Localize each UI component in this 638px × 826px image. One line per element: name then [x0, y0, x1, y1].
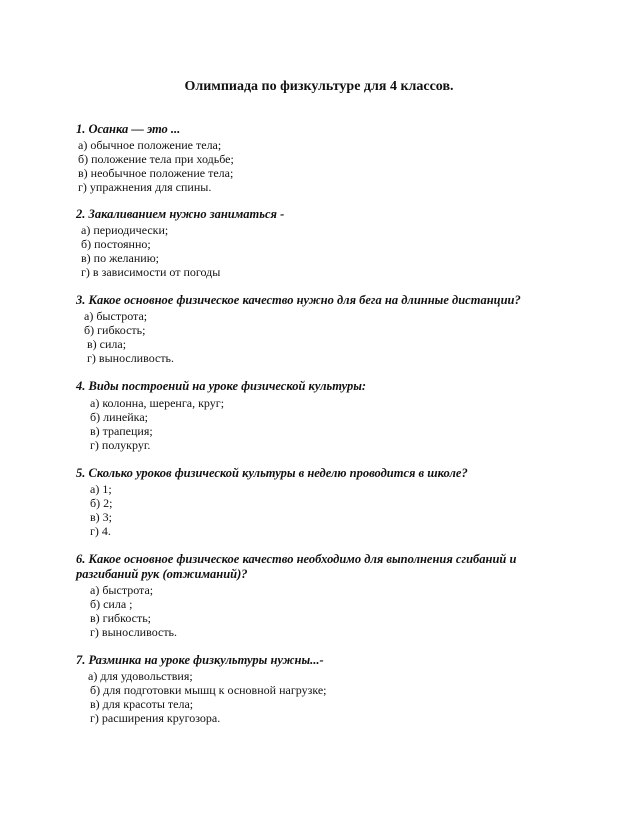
answer-option: г) выносливость. — [87, 351, 175, 365]
answer-option: а) 1; — [90, 482, 112, 496]
answer-option: б) гибкость; — [84, 323, 146, 337]
question-text: 7. Разминка на уроке физкультуры нужны...- — [76, 653, 324, 667]
answer-option: б) постоянно; — [81, 237, 151, 251]
answer-option: а) колонна, шеренга, круг; — [90, 396, 225, 410]
answer-option: б) сила ; — [90, 597, 133, 611]
answer-option: г) 4. — [90, 524, 111, 538]
question-text: 1. Осанка — это ... — [76, 122, 181, 136]
answer-option: б) для подготовки мышц к основной нагрузке; — [90, 683, 327, 697]
question-text-line-2: разгибаний рук (отжиманий)? — [76, 567, 248, 581]
question-text: 3. Какое основное физическое качество нужно для бега на длинные дистанции? — [76, 293, 521, 307]
question-text: 5. Сколько уроков физической культуры в неделю проводится в школе? — [76, 466, 468, 480]
answer-option: а) обычное положение тела; — [78, 138, 222, 152]
answer-option: в) необычное положение тела; — [78, 166, 234, 180]
answer-option: г) полукруг. — [90, 438, 151, 452]
question-text: 2. Закаливанием нужно заниматься - — [76, 207, 285, 221]
answer-option: г) расширения кругозора. — [90, 711, 221, 725]
answer-option: а) периодически; — [81, 223, 169, 237]
answer-option: г) выносливость. — [90, 625, 178, 639]
page-title: Олимпиада по физкультуре для 4 классов. — [184, 79, 454, 94]
answer-option: в) сила; — [87, 337, 127, 351]
answer-option: а) для удовольствия; — [88, 669, 193, 683]
answer-option: в) для красоты тела; — [90, 697, 194, 711]
answer-option: б) линейка; — [90, 410, 148, 424]
answer-option: в) 3; — [90, 510, 112, 524]
answer-option: б) 2; — [90, 496, 113, 510]
answer-option: г) в зависимости от погоды — [81, 265, 221, 279]
answer-option: г) упражнения для спины. — [78, 180, 212, 194]
question-text-line-1: 6. Какое основное физическое качество необходимо для выполнения сгибаний и — [76, 552, 517, 566]
answer-option: б) положение тела при ходьбе; — [78, 152, 234, 166]
answer-option: в) трапеция; — [90, 424, 153, 438]
answer-option: а) быстрота; — [90, 583, 154, 597]
answer-option: в) гибкость; — [90, 611, 152, 625]
answer-option: в) по желанию; — [81, 251, 159, 265]
answer-option: а) быстрота; — [84, 309, 148, 323]
question-text: 4. Виды построений на уроке физической культуры: — [76, 379, 367, 393]
